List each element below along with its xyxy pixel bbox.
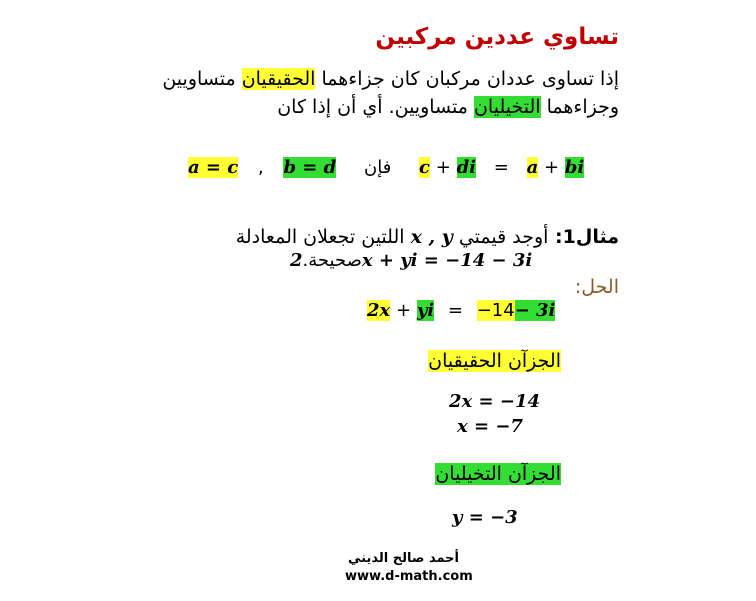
example-line: مثال1: أوجد قيمتي x , y اللتين تجعلان المعادلة [235,226,619,248]
eq-b-d: b = d [283,157,337,178]
author-name: أحمد صالح الديني [348,551,459,566]
page-title: تساوي عددين مركبين [375,24,619,50]
intro-line-1: إذا تساوى عددان مركبان كان جزاءهما الحقيقيان متساويين [162,68,619,90]
imag-parts-highlight: التخيليان [473,96,541,118]
rule-equation: a = c , b = d فإن c + di = a + bi [188,157,585,178]
imag-parts-heading: الجزآن التخيليان [435,463,561,485]
real-eq-2: x = −7 [457,416,523,437]
intro-line-2: وجزاءهما التخيليان متساويين. أي أن إذا كان [277,96,619,118]
then-word: فإن [363,157,392,178]
real-parts-highlight: الحقيقيان [241,68,316,90]
imag-eq-1: y = −3 [452,507,518,528]
solution-label: الحل: [574,276,619,298]
example-label: مثال1 [562,226,619,248]
website-link[interactable]: www.d-math.com [345,569,473,584]
example-equation-line: صحيحة.2x + yi = −14 − 3i [290,250,533,271]
real-eq-1: 2x = −14 [449,391,541,412]
eq-a-c: a = c [188,157,239,178]
real-parts-heading: الجزآن الحقيقيان [428,350,561,372]
solution-equation: 2x + yi = −14− 3i [367,300,556,321]
